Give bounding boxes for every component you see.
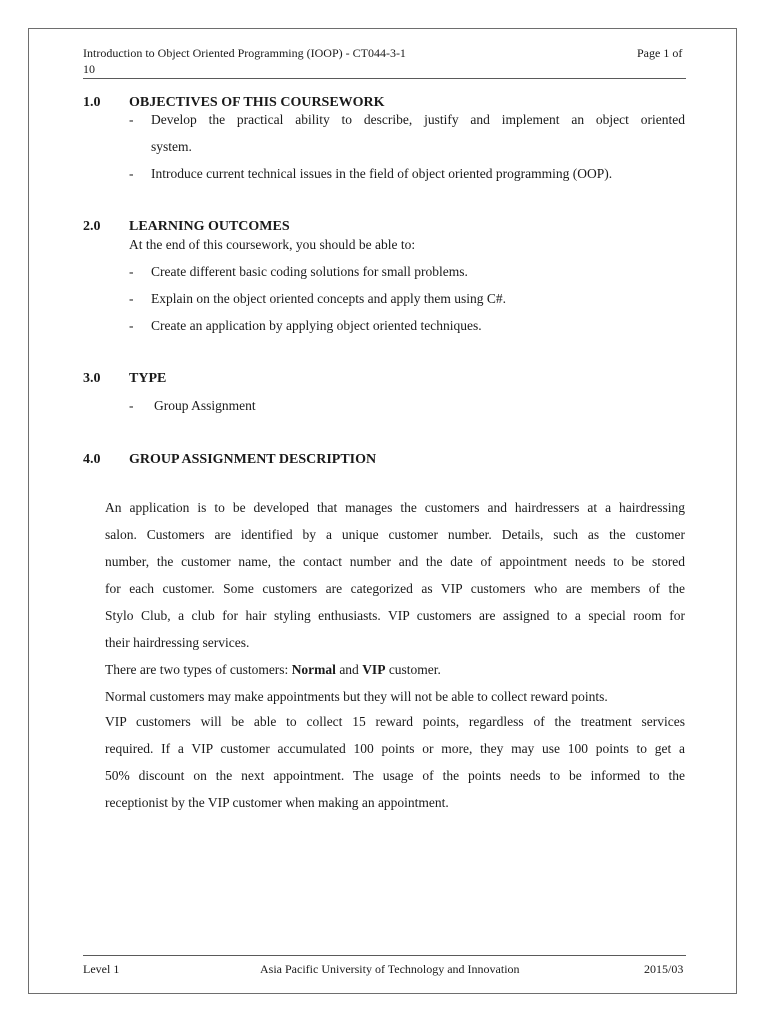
s1-bullet-1-line1: Develop the practical ability to describe, justify and implement an object oriented bbox=[151, 112, 685, 127]
footer-date: 2015/03 bbox=[644, 962, 684, 976]
s4-para1-line2: salon. Customers are identified by a unique customer number. Details, such as the customer bbox=[105, 527, 685, 542]
s4-para1-line5: Stylo Club, a club for hair styling enthusiasts. VIP customers are assigned to a special room for bbox=[105, 608, 685, 623]
s4-para2-post: customer. bbox=[385, 662, 441, 677]
s2-intro: At the end of this coursework, you should be able to: bbox=[129, 237, 416, 252]
header-course-line1: Introduction to Object Oriented Programming (IOOP) - CT044-3-1 bbox=[83, 46, 406, 60]
section-2-title: LEARNING OUTCOMES bbox=[129, 219, 290, 234]
s4-para1-line4: for each customer. Some customers are categorized as VIP customers who are members of the bbox=[105, 581, 685, 596]
bullet-dash: - bbox=[129, 264, 134, 279]
s4-para1-line3: number, the customer name, the contact number and the date of appointment needs to be stored bbox=[105, 554, 685, 569]
s4-para1-line6: their hairdressing services. bbox=[105, 635, 250, 650]
section-4-number: 4.0 bbox=[83, 452, 101, 467]
s4-para4-line4: receptionist by the VIP customer when making an appointment. bbox=[105, 795, 449, 810]
bullet-dash: - bbox=[129, 398, 134, 413]
s4-para2-pre: There are two types of customers: bbox=[105, 662, 292, 677]
s4-para4-line3: 50% discount on the next appointment. The usage of the points needs to be informed to the bbox=[105, 768, 685, 783]
section-3-title: TYPE bbox=[129, 371, 167, 386]
s1-bullet-1-line2: system. bbox=[151, 139, 192, 154]
bullet-dash: - bbox=[129, 318, 134, 333]
s4-para4-line1: VIP customers will be able to collect 15 reward points, regardless of the treatment services bbox=[105, 714, 685, 729]
bullet-dash: - bbox=[129, 166, 134, 181]
s4-para2 bbox=[105, 661, 685, 679]
bullet-dash: - bbox=[129, 112, 134, 127]
s4-para1-line1: An application is to be developed that manages the customers and hairdressers at a hairdressing bbox=[105, 500, 685, 515]
s4-para2-and: and bbox=[335, 662, 363, 677]
s4-para4-line2: required. If a VIP customer accumulated 100 points or more, they may use 100 points to get a bbox=[105, 741, 685, 756]
s4-para2-normal: Normal bbox=[291, 662, 336, 677]
s3-bullet-1: Group Assignment bbox=[154, 398, 256, 413]
s1-bullet-2: Introduce current technical issues in the field of object oriented programming (OOP). bbox=[151, 166, 613, 181]
section-4-title: GROUP ASSIGNMENT DESCRIPTION bbox=[129, 452, 377, 467]
header-divider bbox=[83, 78, 686, 79]
s4-para3: Normal customers may make appointments but they will not be able to collect reward points. bbox=[105, 689, 608, 704]
footer-university: Asia Pacific University of Technology and Innovation bbox=[260, 962, 520, 976]
header-page-number: Page 1 of bbox=[637, 46, 683, 60]
footer-divider bbox=[83, 955, 686, 956]
s4-para2-vip: VIP bbox=[362, 662, 386, 677]
s2-bullet-1: Create different basic coding solutions for small problems. bbox=[151, 264, 468, 279]
s2-bullet-2: Explain on the object oriented concepts and apply them using C#. bbox=[151, 291, 507, 306]
header-course-line2: 10 bbox=[83, 61, 95, 76]
section-2-number: 2.0 bbox=[83, 219, 101, 234]
section-1-title: OBJECTIVES OF THIS COURSEWORK bbox=[129, 95, 385, 110]
section-3-number: 3.0 bbox=[83, 371, 101, 386]
footer-level: Level 1 bbox=[83, 962, 120, 976]
section-1-number: 1.0 bbox=[83, 95, 101, 110]
header-course-title bbox=[83, 46, 443, 77]
s2-bullet-3: Create an application by applying object oriented techniques. bbox=[151, 318, 482, 333]
bullet-dash: - bbox=[129, 291, 134, 306]
